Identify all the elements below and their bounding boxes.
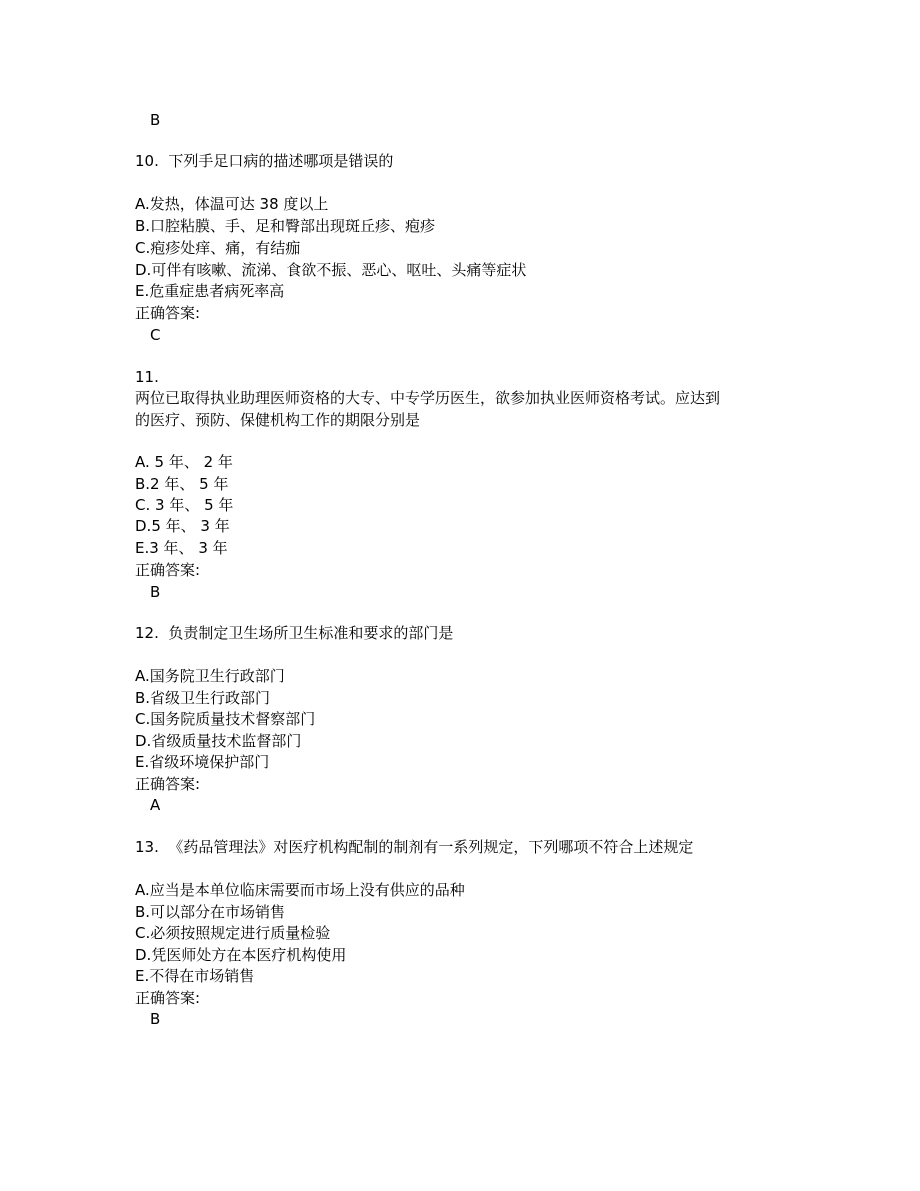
answer-value: B <box>150 583 161 601</box>
option-e: E.省级环境保护部门 <box>135 753 270 771</box>
option-d: D.省级质量技术监督部门 <box>135 732 302 750</box>
answer-label: 正确答案: <box>135 775 201 793</box>
question-stem-line-2: 的医疗、预防、保健机构工作的期限分别是 <box>135 411 421 429</box>
answer-value: B <box>150 1010 161 1028</box>
option-b: B.省级卫生行政部门 <box>135 689 271 707</box>
option-b: B.2 年、 5 年 <box>135 475 229 493</box>
option-d: D.5 年、 3 年 <box>135 517 230 535</box>
option-b: B.口腔粘膜、手、足和臀部出现斑丘疹、疱疹 <box>135 217 436 235</box>
option-d: D.凭医师处方在本医疗机构使用 <box>135 946 347 964</box>
option-e: E.危重症患者病死率高 <box>135 282 285 300</box>
option-a: A.国务院卫生行政部门 <box>135 667 285 685</box>
question-stem: 13. 《药品管理法》对医疗机构配制的制剂有一系列规定，下列哪项不符合上述规定 <box>135 838 694 856</box>
option-e: E.不得在市场销售 <box>135 967 255 985</box>
option-d: D.可伴有咳嗽、流涕、食欲不振、恶心、呕吐、头痛等症状 <box>135 261 527 279</box>
option-a: A. 5 年、 2 年 <box>135 453 233 471</box>
answer-label: 正确答案: <box>135 989 201 1007</box>
question-stem: 12. 负责制定卫生场所卫生标准和要求的部门是 <box>135 624 454 642</box>
option-c: C.国务院质量技术督察部门 <box>135 710 316 728</box>
answer-label: 正确答案: <box>135 304 201 322</box>
option-c: C. 3 年、 5 年 <box>135 496 234 514</box>
question-stem-line-1: 两位已取得执业助理医师资格的大专、中专学历医生，欲参加执业医师资格考试。应达到 <box>135 389 721 407</box>
option-b: B.可以部分在市场销售 <box>135 903 286 921</box>
option-a: A.发热，体温可达 38 度以上 <box>135 195 329 213</box>
answer-value: A <box>150 796 161 814</box>
question-number: 11. <box>135 368 159 386</box>
question-stem: 10. 下列手足口病的描述哪项是错误的 <box>135 152 394 170</box>
option-e: E.3 年、 3 年 <box>135 539 228 557</box>
option-a: A.应当是本单位临床需要而市场上没有供应的品种 <box>135 881 465 899</box>
previous-answer: B <box>150 111 161 129</box>
answer-value: C <box>150 326 161 344</box>
answer-label: 正确答案: <box>135 561 201 579</box>
option-c: C.必须按照规定进行质量检验 <box>135 924 331 942</box>
option-c: C.疱疹处痒、痛，有结痂 <box>135 239 301 257</box>
